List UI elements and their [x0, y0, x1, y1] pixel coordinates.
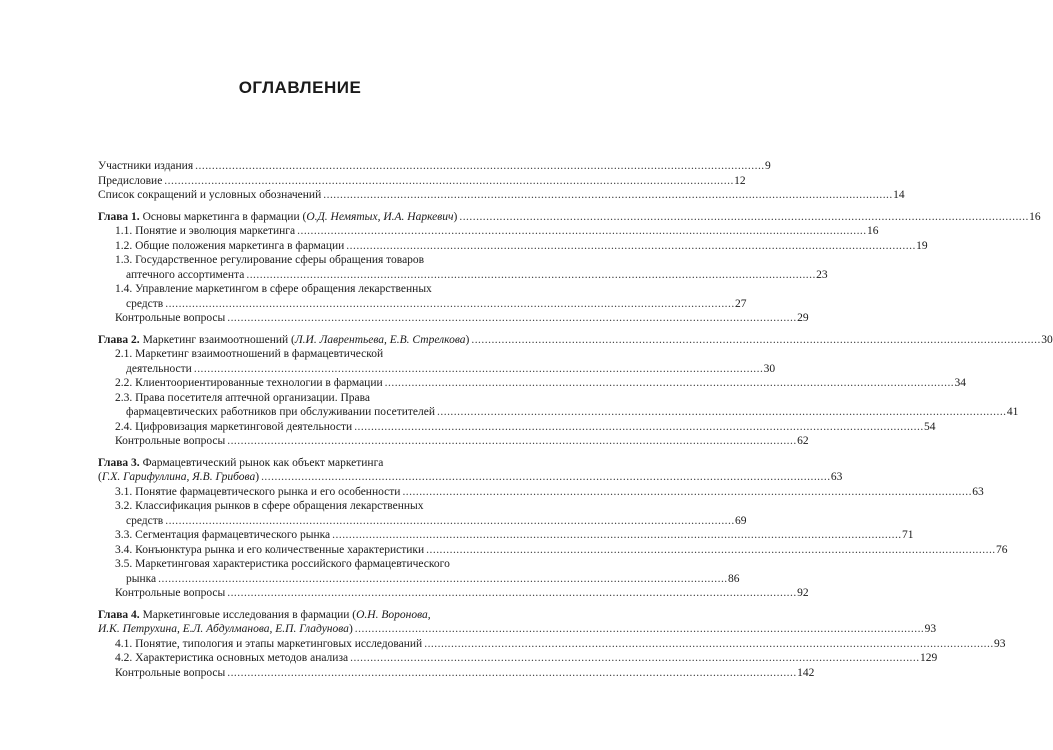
toc-section-1-1[interactable]: 1.1. Понятие и эволюция маркетинга . . . 16	[98, 224, 492, 239]
toc-section-3-3[interactable]: 3.3. Сегментация фармацевтического рынка . . . 71	[98, 528, 492, 543]
toc-section-2-2[interactable]: 2.2. Клиентоориентированные технологии в фармации . . . 34	[98, 376, 492, 391]
toc-section-2-4[interactable]: 2.4. Цифровизация маркетинговой деятельности . . . 54	[98, 420, 492, 435]
toc-chapter-4[interactable]: Глава 4. Маркетинговые исследования в фармации (О.Н. Воронова, И.К. Петрухина, Е.Л. Абдулманова, Е.П. Гладунова) . . . 93	[98, 608, 492, 637]
toc-section-3-5[interactable]: 3.5. Маркетинговая характеристика российского фармацевтического рынка. . . 86	[98, 557, 492, 586]
table-of-contents	[98, 159, 1053, 680]
toc-section-1-2[interactable]: 1.2. Общие положения маркетинга в фармации . . . 19	[98, 239, 492, 254]
toc-section-3-1[interactable]: 3.1. Понятие фармацевтического рынка и его особенности . . . 63	[98, 485, 492, 500]
toc-section-4-1[interactable]: 4.1. Понятие, типология и этапы маркетинговых исследований . . . 93	[98, 637, 492, 652]
toc-control-questions-1[interactable]: Контрольные вопросы . . . 29	[98, 311, 492, 326]
toc-entry-abbreviations[interactable]: Список сокращений и условных обозначений . . . 14	[98, 188, 492, 203]
toc-control-questions-3[interactable]: Контрольные вопросы . . . 92	[98, 586, 492, 601]
toc-chapter-3[interactable]: Глава 3. Фармацевтический рынок как объект маркетинга (Г.Х. Гарифуллина, Я.В. Грибова) . . . 63	[98, 456, 492, 485]
toc-section-1-4[interactable]: 1.4. Управление маркетингом в сфере обращения лекарственных средств. . . 27	[98, 282, 492, 311]
toc-control-questions-4[interactable]: Контрольные вопросы . . . 142	[98, 666, 492, 681]
toc-section-2-3[interactable]: 2.3. Права посетителя аптечной организации. Права фармацевтических работников при обслуживании посетителей. . . 41	[98, 391, 492, 420]
toc-section-2-1[interactable]: 2.1. Маркетинг взаимоотношений в фармацевтической деятельности. . . 30	[98, 347, 492, 376]
toc-control-questions-2[interactable]: Контрольные вопросы . . . 62	[98, 434, 492, 449]
toc-section-4-2[interactable]: 4.2. Характеристика основных методов анализа . . . 129	[98, 651, 492, 666]
toc-section-1-3[interactable]: 1.3. Государственное регулирование сферы обращения товаров аптечного ассортимента. . . 23	[98, 253, 492, 282]
toc-entry-preface[interactable]: Предисловие . . . 12	[98, 174, 492, 189]
page-title: ОГЛАВЛЕНИЕ	[238, 78, 362, 97]
toc-chapter-2[interactable]: Глава 2. Маркетинг взаимоотношений (Л.И. Лаврентьева, Е.В. Стрелкова) . . . 30	[98, 333, 492, 348]
toc-section-3-2[interactable]: 3.2. Классификация рынков в сфере обращения лекарственных средств. . . 69	[98, 499, 492, 528]
toc-section-3-4[interactable]: 3.4. Конъюнктура рынка и его количественные характеристики . . . 76	[98, 543, 492, 558]
toc-chapter-1[interactable]: Глава 1. Основы маркетинга в фармации (О.Д. Немятых, И.А. Наркевич) . . . 16	[98, 210, 492, 225]
toc-entry-contributors[interactable]: Участники издания . . . 9	[98, 159, 492, 174]
